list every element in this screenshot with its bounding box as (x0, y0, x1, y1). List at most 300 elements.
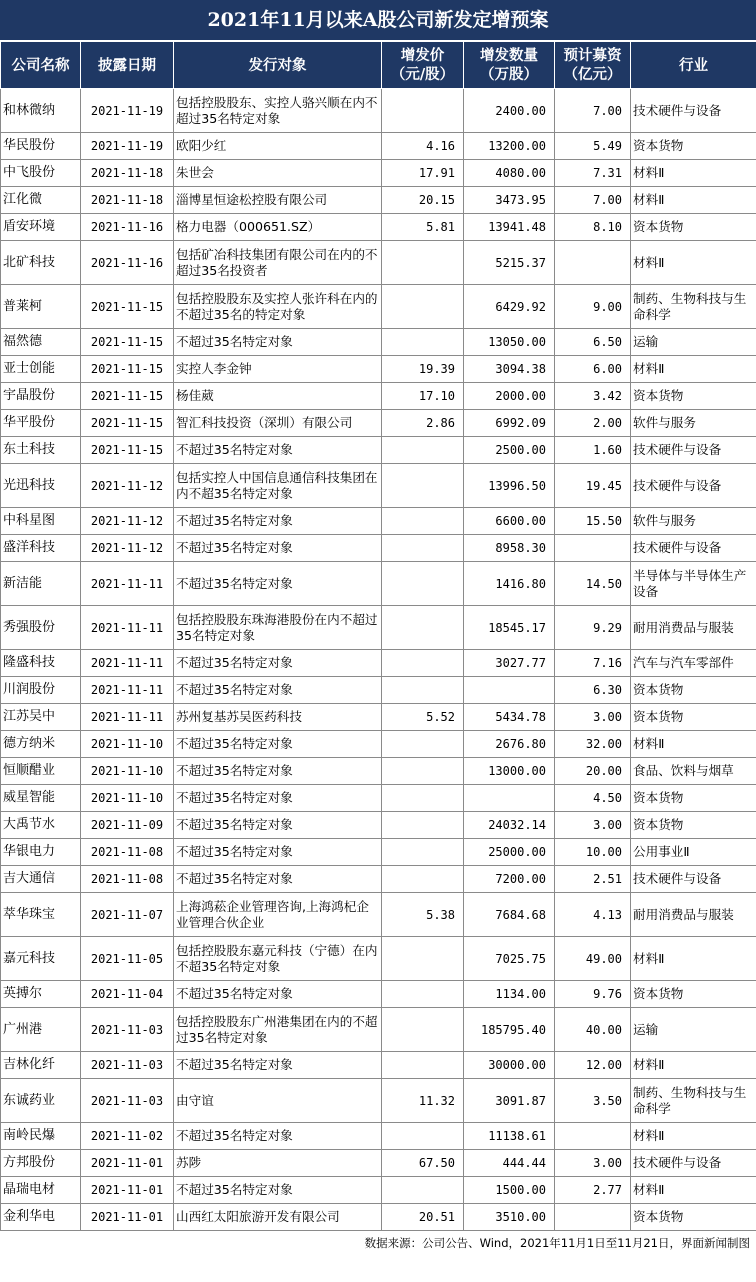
cell-fund: 40.00 (555, 1008, 631, 1052)
cell-date: 2021-11-01 (81, 1150, 174, 1177)
table-row (1, 329, 756, 356)
table-row (1, 508, 756, 535)
header-price (382, 42, 464, 89)
header-company: 公司名称 (1, 42, 81, 89)
cell-qty: 1416.80 (464, 562, 555, 606)
cell-fund: 3.00 (555, 1150, 631, 1177)
cell-industry: 技术硬件与设备 (631, 866, 756, 893)
header-qty (464, 42, 555, 89)
cell-industry: 技术硬件与设备 (631, 89, 756, 133)
cell-price (382, 758, 464, 785)
cell-industry: 软件与服务 (631, 508, 756, 535)
cell-fund: 12.00 (555, 1052, 631, 1079)
cell-fund: 19.45 (555, 464, 631, 508)
cell-industry: 材料Ⅱ (631, 356, 756, 383)
cell-date: 2021-11-03 (81, 1079, 174, 1123)
cell-price: 20.51 (382, 1204, 464, 1231)
cell-price (382, 89, 464, 133)
cell-price (382, 241, 464, 285)
cell-industry: 资本货物 (631, 133, 756, 160)
cell-fund: 9.00 (555, 285, 631, 329)
cell-company: 华民股份 (1, 133, 81, 160)
table-row (1, 187, 756, 214)
cell-price: 17.91 (382, 160, 464, 187)
cell-price (382, 866, 464, 893)
cell-qty: 18545.17 (464, 606, 555, 650)
cell-qty: 5434.78 (464, 704, 555, 731)
cell-price (382, 785, 464, 812)
cell-price: 5.52 (382, 704, 464, 731)
cell-date: 2021-11-11 (81, 677, 174, 704)
cell-company: 秀强股份 (1, 606, 81, 650)
cell-fund: 20.00 (555, 758, 631, 785)
cell-price (382, 562, 464, 606)
cell-qty: 13996.50 (464, 464, 555, 508)
cell-qty: 1500.00 (464, 1177, 555, 1204)
cell-fund (555, 535, 631, 562)
table-row (1, 383, 756, 410)
cell-date: 2021-11-11 (81, 704, 174, 731)
cell-price (382, 1052, 464, 1079)
cell-qty: 4080.00 (464, 160, 555, 187)
cell-date: 2021-11-08 (81, 839, 174, 866)
cell-qty: 3510.00 (464, 1204, 555, 1231)
table-row (1, 812, 756, 839)
table-row (1, 606, 756, 650)
cell-price (382, 1123, 464, 1150)
cell-fund: 7.00 (555, 187, 631, 214)
cell-company: 恒顺醋业 (1, 758, 81, 785)
cell-fund: 6.30 (555, 677, 631, 704)
cell-target: 杨佳葳 (174, 383, 382, 410)
cell-date: 2021-11-16 (81, 214, 174, 241)
cell-date: 2021-11-09 (81, 812, 174, 839)
header-fund-line2: （亿元） (563, 66, 622, 83)
cell-price (382, 677, 464, 704)
table-row (1, 535, 756, 562)
cell-company: 新洁能 (1, 562, 81, 606)
table-row (1, 437, 756, 464)
cell-price (382, 535, 464, 562)
cell-qty: 2000.00 (464, 383, 555, 410)
cell-industry: 资本货物 (631, 704, 756, 731)
cell-company: 英搏尔 (1, 981, 81, 1008)
table-row (1, 464, 756, 508)
cell-qty: 7684.68 (464, 893, 555, 937)
table-row (1, 1204, 756, 1231)
cell-company: 德方纳米 (1, 731, 81, 758)
cell-fund: 10.00 (555, 839, 631, 866)
cell-price (382, 329, 464, 356)
cell-industry: 材料Ⅱ (631, 1123, 756, 1150)
cell-fund: 3.42 (555, 383, 631, 410)
table-body (1, 89, 756, 1231)
table-row (1, 1150, 756, 1177)
table-row (1, 758, 756, 785)
cell-target: 不超过35名特定对象 (174, 535, 382, 562)
table-row (1, 562, 756, 606)
cell-target: 包括控股股东嘉元科技（宁德）在内不超35名特定对象 (174, 937, 382, 981)
cell-target: 苏陟 (174, 1150, 382, 1177)
cell-date: 2021-11-12 (81, 464, 174, 508)
cell-fund: 6.00 (555, 356, 631, 383)
cell-price (382, 606, 464, 650)
cell-industry: 材料Ⅱ (631, 731, 756, 758)
cell-company: 北矿科技 (1, 241, 81, 285)
cell-target: 包括控股股东及实控人张许科在内的不超过35名的特定对象 (174, 285, 382, 329)
cell-date: 2021-11-12 (81, 535, 174, 562)
cell-qty: 7025.75 (464, 937, 555, 981)
cell-date: 2021-11-19 (81, 89, 174, 133)
cell-target: 上海鸿菘企业管理咨询,上海鸿杞企业管理合伙企业 (174, 893, 382, 937)
cell-qty: 30000.00 (464, 1052, 555, 1079)
cell-qty: 444.44 (464, 1150, 555, 1177)
placement-table (0, 41, 756, 1231)
cell-company: 金利华电 (1, 1204, 81, 1231)
cell-fund: 2.51 (555, 866, 631, 893)
cell-date: 2021-11-11 (81, 562, 174, 606)
cell-qty: 8958.30 (464, 535, 555, 562)
cell-date: 2021-11-11 (81, 606, 174, 650)
cell-company: 华银电力 (1, 839, 81, 866)
cell-company: 和林微纳 (1, 89, 81, 133)
cell-qty: 6429.92 (464, 285, 555, 329)
cell-target: 不超过35名特定对象 (174, 758, 382, 785)
cell-fund (555, 241, 631, 285)
cell-target: 不超过35名特定对象 (174, 437, 382, 464)
cell-target: 不超过35名特定对象 (174, 981, 382, 1008)
cell-date: 2021-11-18 (81, 160, 174, 187)
cell-fund: 2.00 (555, 410, 631, 437)
cell-company: 中科星图 (1, 508, 81, 535)
cell-fund: 8.10 (555, 214, 631, 241)
cell-industry: 资本货物 (631, 1204, 756, 1231)
table-row (1, 704, 756, 731)
cell-company: 东诚药业 (1, 1079, 81, 1123)
cell-industry: 材料Ⅱ (631, 1177, 756, 1204)
cell-price: 11.32 (382, 1079, 464, 1123)
cell-date: 2021-11-15 (81, 410, 174, 437)
cell-date: 2021-11-01 (81, 1177, 174, 1204)
cell-industry: 材料Ⅱ (631, 937, 756, 981)
cell-date: 2021-11-08 (81, 866, 174, 893)
cell-target: 不超过35名特定对象 (174, 562, 382, 606)
cell-target: 欧阳少红 (174, 133, 382, 160)
header-fund (555, 42, 631, 89)
cell-company: 宇晶股份 (1, 383, 81, 410)
cell-company: 萃华珠宝 (1, 893, 81, 937)
table-row (1, 893, 756, 937)
cell-date: 2021-11-15 (81, 285, 174, 329)
table-row (1, 785, 756, 812)
cell-qty: 11138.61 (464, 1123, 555, 1150)
cell-fund: 7.31 (555, 160, 631, 187)
cell-qty: 2400.00 (464, 89, 555, 133)
cell-company: 东土科技 (1, 437, 81, 464)
cell-qty: 5215.37 (464, 241, 555, 285)
cell-target: 不超过35名特定对象 (174, 812, 382, 839)
cell-target: 不超过35名特定对象 (174, 650, 382, 677)
cell-qty: 25000.00 (464, 839, 555, 866)
cell-qty: 13941.48 (464, 214, 555, 241)
table-row (1, 839, 756, 866)
cell-industry: 公用事业Ⅱ (631, 839, 756, 866)
cell-target: 包括实控人中国信息通信科技集团在内不超35名特定对象 (174, 464, 382, 508)
cell-price (382, 464, 464, 508)
cell-industry: 半导体与半导体生产设备 (631, 562, 756, 606)
cell-price (382, 508, 464, 535)
table-row (1, 1079, 756, 1123)
cell-date: 2021-11-15 (81, 329, 174, 356)
cell-company: 吉大通信 (1, 866, 81, 893)
cell-fund: 4.50 (555, 785, 631, 812)
cell-price (382, 981, 464, 1008)
cell-qty: 3027.77 (464, 650, 555, 677)
cell-qty: 6992.09 (464, 410, 555, 437)
cell-company: 亚士创能 (1, 356, 81, 383)
table-row (1, 410, 756, 437)
cell-qty: 13050.00 (464, 329, 555, 356)
cell-qty: 6600.00 (464, 508, 555, 535)
cell-price (382, 650, 464, 677)
cell-industry: 技术硬件与设备 (631, 464, 756, 508)
cell-company: 广州港 (1, 1008, 81, 1052)
cell-company: 中飞股份 (1, 160, 81, 187)
data-source-note: 数据来源：公司公告、Wind，2021年11月1日至11月21日，界面新闻制图 (364, 1236, 750, 1250)
cell-fund (555, 1123, 631, 1150)
cell-fund: 7.00 (555, 89, 631, 133)
cell-fund: 2.77 (555, 1177, 631, 1204)
table-row (1, 1177, 756, 1204)
table-row (1, 1123, 756, 1150)
cell-date: 2021-11-15 (81, 383, 174, 410)
cell-date: 2021-11-10 (81, 785, 174, 812)
cell-qty: 3473.95 (464, 187, 555, 214)
cell-target: 不超过35名特定对象 (174, 329, 382, 356)
cell-price (382, 1008, 464, 1052)
cell-qty: 2500.00 (464, 437, 555, 464)
cell-company: 江化微 (1, 187, 81, 214)
cell-date: 2021-11-03 (81, 1008, 174, 1052)
cell-industry: 运输 (631, 329, 756, 356)
cell-fund: 9.76 (555, 981, 631, 1008)
header-industry: 行业 (631, 42, 756, 89)
table-row (1, 89, 756, 133)
cell-price: 19.39 (382, 356, 464, 383)
cell-qty: 3091.87 (464, 1079, 555, 1123)
cell-date: 2021-11-05 (81, 937, 174, 981)
cell-date: 2021-11-01 (81, 1204, 174, 1231)
cell-target: 不超过35名特定对象 (174, 866, 382, 893)
cell-date: 2021-11-15 (81, 437, 174, 464)
cell-company: 大禹节水 (1, 812, 81, 839)
cell-fund: 9.29 (555, 606, 631, 650)
cell-industry: 耐用消费品与服装 (631, 893, 756, 937)
cell-industry: 技术硬件与设备 (631, 437, 756, 464)
cell-company: 普莱柯 (1, 285, 81, 329)
cell-company: 隆盛科技 (1, 650, 81, 677)
cell-industry: 材料Ⅱ (631, 1052, 756, 1079)
cell-price (382, 285, 464, 329)
cell-fund: 3.50 (555, 1079, 631, 1123)
cell-target: 包括控股股东珠海港股份在内不超过35名特定对象 (174, 606, 382, 650)
cell-date: 2021-11-02 (81, 1123, 174, 1150)
table-row (1, 1008, 756, 1052)
cell-industry: 材料Ⅱ (631, 241, 756, 285)
cell-target: 不超过35名特定对象 (174, 508, 382, 535)
cell-company: 福然德 (1, 329, 81, 356)
cell-target: 不超过35名特定对象 (174, 677, 382, 704)
cell-industry: 技术硬件与设备 (631, 1150, 756, 1177)
cell-target: 淄博星恒途松控股有限公司 (174, 187, 382, 214)
cell-price: 2.86 (382, 410, 464, 437)
cell-date: 2021-11-10 (81, 731, 174, 758)
cell-qty (464, 677, 555, 704)
cell-fund: 6.50 (555, 329, 631, 356)
cell-fund: 7.16 (555, 650, 631, 677)
cell-price: 4.16 (382, 133, 464, 160)
cell-industry: 汽车与汽车零部件 (631, 650, 756, 677)
cell-target: 包括控股股东广州港集团在内的不超过35名特定对象 (174, 1008, 382, 1052)
cell-date: 2021-11-15 (81, 356, 174, 383)
table-row (1, 937, 756, 981)
cell-industry: 制药、生物科技与生命科学 (631, 285, 756, 329)
cell-industry: 耐用消费品与服装 (631, 606, 756, 650)
cell-qty (464, 785, 555, 812)
cell-company: 川润股份 (1, 677, 81, 704)
cell-date: 2021-11-11 (81, 650, 174, 677)
cell-price (382, 1177, 464, 1204)
table-row (1, 650, 756, 677)
cell-target: 包括控股股东、实控人骆兴顺在内不超过35名特定对象 (174, 89, 382, 133)
cell-price (382, 812, 464, 839)
cell-target: 不超过35名特定对象 (174, 1177, 382, 1204)
cell-company: 嘉元科技 (1, 937, 81, 981)
cell-fund: 15.50 (555, 508, 631, 535)
table-row (1, 866, 756, 893)
cell-company: 南岭民爆 (1, 1123, 81, 1150)
cell-date: 2021-11-10 (81, 758, 174, 785)
cell-industry: 制药、生物科技与生命科学 (631, 1079, 756, 1123)
cell-company: 方邦股份 (1, 1150, 81, 1177)
cell-company: 晶瑞电材 (1, 1177, 81, 1204)
table-row (1, 981, 756, 1008)
cell-qty: 24032.14 (464, 812, 555, 839)
table-row (1, 356, 756, 383)
cell-fund: 3.00 (555, 812, 631, 839)
cell-company: 华平股份 (1, 410, 81, 437)
cell-target: 包括矿冶科技集团有限公司在内的不超过35名投资者 (174, 241, 382, 285)
cell-fund: 1.60 (555, 437, 631, 464)
table-row (1, 731, 756, 758)
cell-industry: 资本货物 (631, 677, 756, 704)
cell-date: 2021-11-19 (81, 133, 174, 160)
cell-price: 5.38 (382, 893, 464, 937)
cell-industry: 材料Ⅱ (631, 187, 756, 214)
table-row (1, 285, 756, 329)
header-price-line1: 增发价 (400, 47, 445, 64)
cell-qty: 13000.00 (464, 758, 555, 785)
cell-industry: 食品、饮料与烟草 (631, 758, 756, 785)
cell-price (382, 731, 464, 758)
cell-date: 2021-11-16 (81, 241, 174, 285)
cell-company: 盾安环境 (1, 214, 81, 241)
cell-qty: 7200.00 (464, 866, 555, 893)
cell-target: 智汇科技投资（深圳）有限公司 (174, 410, 382, 437)
cell-fund (555, 1204, 631, 1231)
cell-price: 20.15 (382, 187, 464, 214)
cell-company: 威星智能 (1, 785, 81, 812)
cell-date: 2021-11-18 (81, 187, 174, 214)
cell-company: 吉林化纤 (1, 1052, 81, 1079)
header-qty-line1: 增发数量 (480, 47, 538, 64)
header-qty-line2: （万股） (480, 66, 538, 83)
cell-target: 不超过35名特定对象 (174, 839, 382, 866)
cell-date: 2021-11-12 (81, 508, 174, 535)
cell-industry: 技术硬件与设备 (631, 535, 756, 562)
header-target: 发行对象 (174, 42, 382, 89)
cell-price (382, 839, 464, 866)
table-row (1, 133, 756, 160)
cell-industry: 资本货物 (631, 981, 756, 1008)
cell-target: 苏州复基苏吴医药科技 (174, 704, 382, 731)
cell-target: 由守谊 (174, 1079, 382, 1123)
cell-fund: 4.13 (555, 893, 631, 937)
cell-target: 朱世会 (174, 160, 382, 187)
page-title: 2021年11月以来A股公司新发定增预案 (0, 0, 756, 41)
cell-industry: 运输 (631, 1008, 756, 1052)
cell-industry: 软件与服务 (631, 410, 756, 437)
table-row (1, 241, 756, 285)
cell-industry: 材料Ⅱ (631, 160, 756, 187)
cell-industry: 资本货物 (631, 383, 756, 410)
cell-target: 山西红太阳旅游开发有限公司 (174, 1204, 382, 1231)
cell-qty: 185795.40 (464, 1008, 555, 1052)
cell-target: 格力电器（000651.SZ） (174, 214, 382, 241)
header-price-line2: （元/股） (390, 66, 455, 83)
cell-date: 2021-11-04 (81, 981, 174, 1008)
cell-date: 2021-11-07 (81, 893, 174, 937)
cell-target: 不超过35名特定对象 (174, 785, 382, 812)
table-row (1, 160, 756, 187)
table-row (1, 214, 756, 241)
cell-industry: 资本货物 (631, 214, 756, 241)
cell-qty: 3094.38 (464, 356, 555, 383)
cell-fund: 5.49 (555, 133, 631, 160)
cell-fund: 3.00 (555, 704, 631, 731)
cell-price (382, 437, 464, 464)
cell-target: 实控人李金钟 (174, 356, 382, 383)
header-row (1, 42, 756, 89)
cell-target: 不超过35名特定对象 (174, 731, 382, 758)
cell-date: 2021-11-03 (81, 1052, 174, 1079)
table-row (1, 677, 756, 704)
table-row (1, 1052, 756, 1079)
cell-company: 盛洋科技 (1, 535, 81, 562)
cell-qty: 2676.80 (464, 731, 555, 758)
cell-qty: 1134.00 (464, 981, 555, 1008)
cell-price: 67.50 (382, 1150, 464, 1177)
cell-price: 5.81 (382, 214, 464, 241)
cell-price (382, 937, 464, 981)
cell-company: 光迅科技 (1, 464, 81, 508)
cell-fund: 49.00 (555, 937, 631, 981)
cell-target: 不超过35名特定对象 (174, 1123, 382, 1150)
cell-qty: 13200.00 (464, 133, 555, 160)
header-date: 披露日期 (81, 42, 174, 89)
cell-target: 不超过35名特定对象 (174, 1052, 382, 1079)
cell-company: 江苏吴中 (1, 704, 81, 731)
